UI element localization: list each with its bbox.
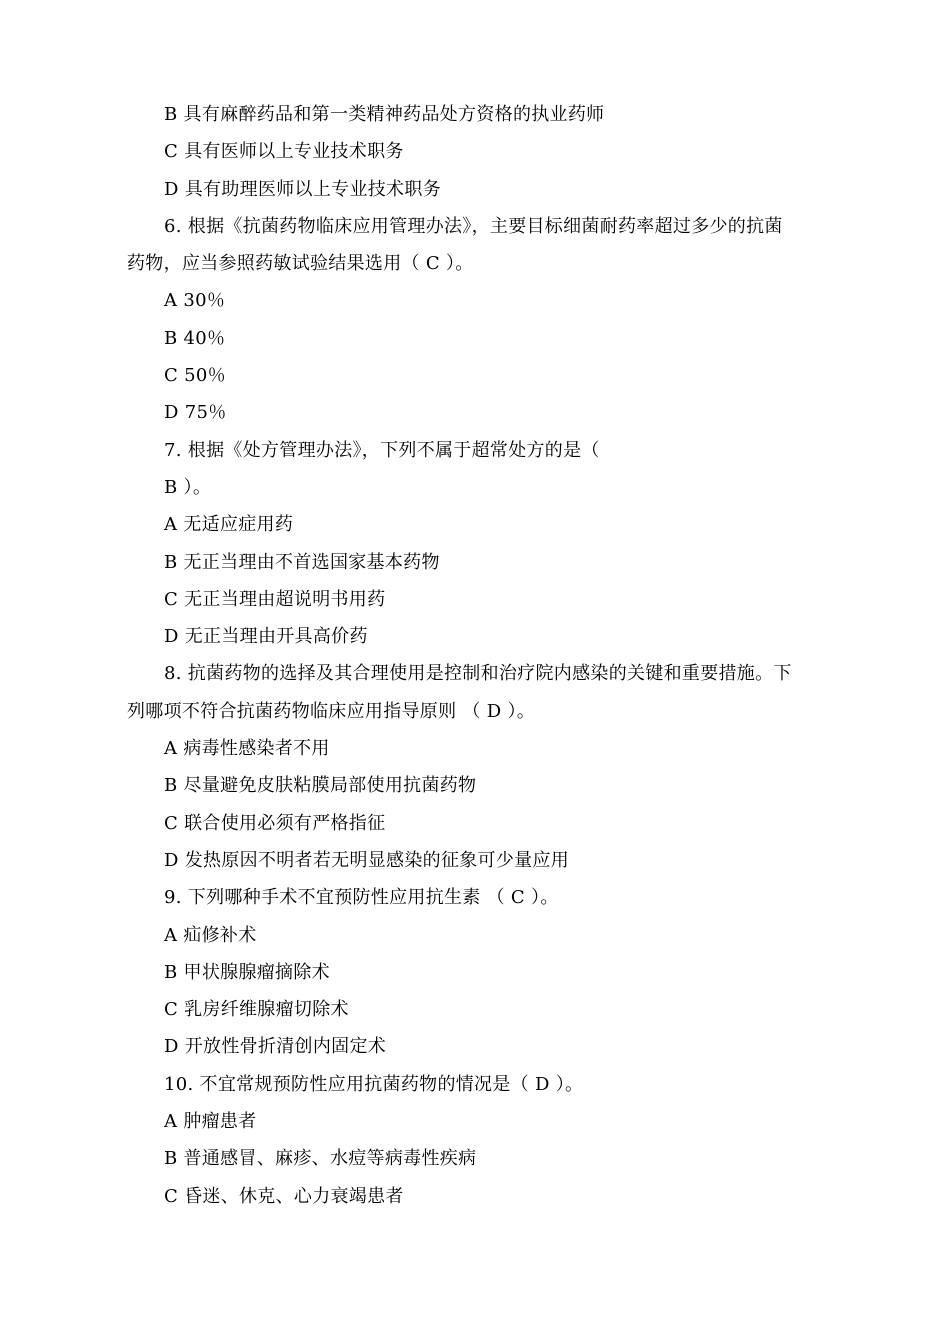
option-line: B 40％ bbox=[164, 327, 226, 349]
option-line: A 疝修补术 bbox=[164, 924, 257, 946]
question-line: 7. 根据《处方管理办法》，下列不属于超常处方的是（ bbox=[164, 439, 600, 461]
option-line: A 无适应症用药 bbox=[164, 514, 294, 536]
option-line: D 无正当理由开具高价药 bbox=[164, 626, 368, 648]
option-line: D 75％ bbox=[164, 402, 227, 424]
option-line: B 无正当理由不首选国家基本药物 bbox=[164, 551, 440, 573]
option-line: A 病毒性感染者不用 bbox=[164, 738, 330, 760]
question-line: 9. 下列哪种手术不宜预防性应用抗生素 （ C ）。 bbox=[164, 887, 559, 909]
option-line: C 50％ bbox=[164, 365, 226, 387]
option-line: A 30％ bbox=[164, 290, 226, 312]
option-line: B 具有麻醉药品和第一类精神药品处方资格的执业药师 bbox=[164, 104, 605, 125]
question-continuation-line: 药物，应当参照药敏试验结果选用（ C ）。 bbox=[127, 253, 474, 275]
answer-line: B ）。 bbox=[164, 476, 212, 498]
option-line: C 具有医师以上专业技术职务 bbox=[164, 141, 404, 163]
document-body bbox=[0, 96, 950, 1215]
option-line: B 普通感冒、麻疹、水痘等病毒性疾病 bbox=[164, 1148, 477, 1170]
question-line: 10. 不宜常规预防性应用抗菌药物的情况是（ D ）。 bbox=[164, 1073, 584, 1095]
option-line: C 无正当理由超说明书用药 bbox=[164, 588, 386, 610]
option-line: A 肿瘤患者 bbox=[164, 1111, 257, 1133]
option-line: D 开放性骨折清创内固定术 bbox=[164, 1036, 387, 1058]
option-line: B 尽量避免皮肤粘膜局部使用抗菌药物 bbox=[164, 775, 477, 797]
option-line: C 联合使用必须有严格指征 bbox=[164, 812, 386, 834]
option-line: B 甲状腺腺瘤摘除术 bbox=[164, 961, 330, 983]
option-line: D 发热原因不明者若无明显感染的征象可少量应用 bbox=[164, 849, 570, 871]
question-line: 8. 抗菌药物的选择及其合理使用是控制和治疗院内感染的关键和重要措施。下 bbox=[164, 663, 792, 685]
question-line: 6. 根据《抗菌药物临床应用管理办法》，主要目标细菌耐药率超过多少的抗菌 bbox=[164, 215, 783, 237]
option-line: C 乳房纤维腺瘤切除术 bbox=[164, 999, 349, 1021]
option-line: C 昏迷、休克、心力衰竭患者 bbox=[164, 1185, 404, 1207]
question-continuation-line: 列哪项不符合抗菌药物临床应用指导原则 （ D ）。 bbox=[127, 700, 536, 722]
option-line: D 具有助理医师以上专业技术职务 bbox=[164, 178, 441, 200]
